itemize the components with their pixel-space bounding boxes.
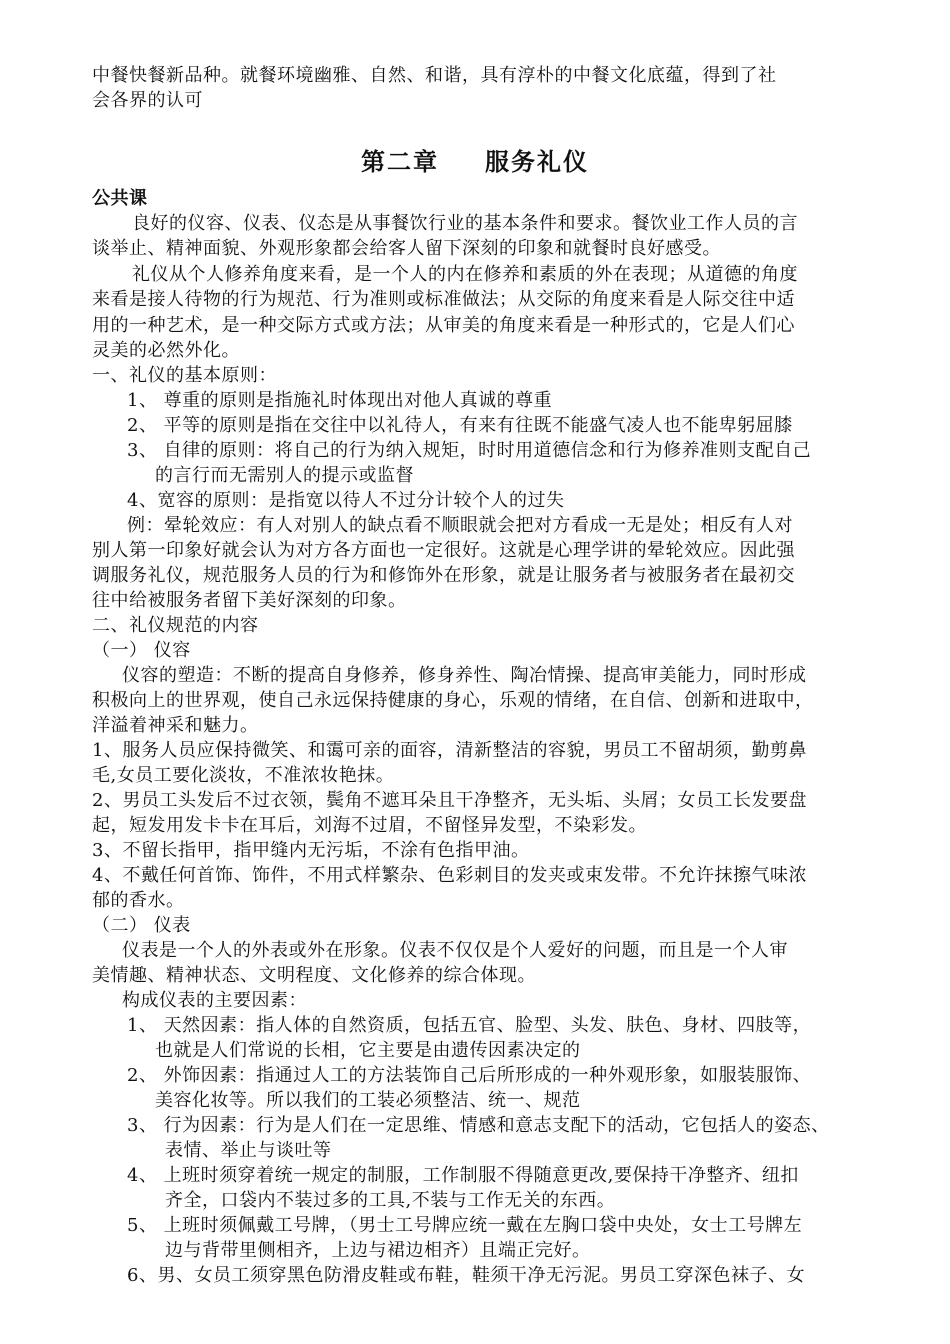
chapter-number: 第二章 (361, 148, 439, 176)
paragraph-line: 美情趣、精神状态、文明程度、文化修养的综合体现。 (92, 965, 536, 986)
list-item-continuation: 起，短发用发卡卡在耳后，刘海不过眉，不留怪异发型，不染彩发。 (92, 815, 647, 836)
list-item: 4、 上班时须穿着统一规定的制服，工作制服不得随意更改,要保持干净整齐、纽扣 (127, 1165, 799, 1186)
list-item-continuation: 边与背带里侧相齐，上边与裙边相齐）且端正完好。 (165, 1240, 591, 1261)
paragraph-line: 来看是接人待物的行为规范、行为准则或标准做法；从交际的角度来看是人际交往中适 (92, 289, 795, 310)
list-item: 2、 外饰因素：指通过人工的方法装饰自己后所形成的一种外观形象，如服装服饰、 (127, 1065, 812, 1086)
list-item: 3、 自律的原则：将自己的行为纳入规矩，时时用道德信念和行为修养准则支配自己 (127, 440, 812, 461)
list-item-continuation: 的言行而无需别人的提示或监督 (155, 465, 414, 486)
list-item: 1、 尊重的原则是指施礼时体现出对他人真诚的尊重 (127, 390, 553, 411)
list-item-continuation: 美容化妆等。所以我们的工装必须整洁、统一、规范 (155, 1090, 581, 1111)
paragraph-line: 谈举止、精神面貌、外观形象都会给客人留下深刻的印象和就餐时良好感受。 (92, 238, 721, 259)
paragraph-line: 例：晕轮效应：有人对别人的缺点看不顺眼就会把对方看成一无是处；相反有人对 (127, 515, 793, 536)
paragraph-line: 积极向上的世界观，使自己永远保持健康的身心，乐观的情绪，在自信、创新和进取中， (92, 690, 814, 711)
subsection-heading: （一） 仪容 (92, 640, 191, 661)
chapter-heading (0, 145, 950, 179)
section-heading: 二、礼仪规范的内容 (92, 615, 259, 636)
paragraph-line: 构成仪表的主要因素： (122, 990, 307, 1011)
list-item-continuation: 表情、举止与谈吐等 (165, 1140, 332, 1161)
paragraph-line: 调服务礼仪，规范服务人员的行为和修饰外在形象，就是让服务者与被服务者在最初交 (92, 565, 795, 586)
list-item-continuation: 也就是人们常说的长相，它主要是由遗传因素决定的 (155, 1040, 581, 1061)
list-item: 4、不戴任何首饰、饰件，不用式样繁杂、色彩刺目的发夹或束发带。不允许抹擦气味浓 (92, 865, 807, 886)
paragraph-line: 往中给被服务者留下美好深刻的印象。 (92, 590, 407, 611)
list-item: 3、 行为因素：行为是人们在一定思维、情感和意志支配下的活动，它包括人的姿态、 (127, 1115, 830, 1136)
list-item: 5、 上班时须佩戴工号牌，（男士工号牌应统一戴在左胸口袋中央处，女士工号牌左 (127, 1215, 803, 1236)
list-item-continuation: 齐全，口袋内不装过多的工具,不装与工作无关的东西。 (165, 1190, 616, 1211)
paragraph-line: 洋溢着神采和魅力。 (92, 715, 259, 736)
list-item: 1、服务人员应保持微笑、和霭可亲的面容，清新整洁的容貌，男员工不留胡须，勤剪鼻 (92, 740, 807, 761)
list-item: 2、男员工头发后不过衣领，鬓角不遮耳朵且干净整齐，无头垢、头屑；女员工长发要盘 (92, 790, 807, 811)
paragraph-line: 仪表是一个人的外表或外在形象。仪表不仅仅是个人爱好的问题，而且是一个人审 (122, 940, 788, 961)
list-item: 1、 天然因素：指人体的自然资质，包括五官、脸型、头发、肤色、身材、四肢等， (127, 1015, 812, 1036)
list-item: 4、宽容的原则：是指宽以待人不过分计较个人的过失 (127, 490, 565, 511)
intro-line: 会各界的认可 (92, 90, 203, 111)
paragraph-line: 用的一种艺术，是一种交际方式或方法；从审美的角度来看是一种形式的，它是人们心 (92, 315, 795, 336)
list-item-continuation: 毛,女员工要化淡妆，不准浓妆艳抹。 (92, 765, 395, 786)
paragraph-line: 良好的仪容、仪表、仪态是从事餐饮行业的基本条件和要求。餐饮业工作人员的言 (132, 213, 798, 234)
paragraph-line: 仪容的塑造：不断的提高自身修养，修身养性、陶冶情操、提高审美能力，同时形成 (122, 665, 807, 686)
list-item: 3、不留长指甲，指甲缝内无污垢，不涂有色指甲油。 (92, 840, 530, 861)
paragraph-line: 别人第一印象好就会认为对方各方面也一定很好。这就是心理学讲的晕轮效应。因此强 (92, 540, 795, 561)
list-item: 2、 平等的原则是指在交往中以礼待人，有来有往既不能盛气凌人也不能卑躬屈膝 (127, 415, 793, 436)
section-heading: 一、礼仪的基本原则： (92, 365, 277, 386)
chapter-title: 服务礼仪 (485, 148, 589, 176)
list-item: 6、男、女员工须穿黑色防滑皮鞋或布鞋，鞋须干净无污泥。男员工穿深色袜子、女 (127, 1265, 805, 1286)
intro-line: 中餐快餐新品种。就餐环境幽雅、自然、和谐，具有淳朴的中餐文化底蕴，得到了社 (92, 65, 777, 86)
list-item-continuation: 郁的香水。 (92, 890, 185, 911)
paragraph-line: 礼仪从个人修养角度来看，是一个人的内在修养和素质的外在表现；从道德的角度 (132, 264, 798, 285)
subsection-heading: （二） 仪表 (92, 915, 191, 936)
course-label: 公共课 (92, 188, 148, 209)
paragraph-line: 灵美的必然外化。 (92, 340, 240, 361)
